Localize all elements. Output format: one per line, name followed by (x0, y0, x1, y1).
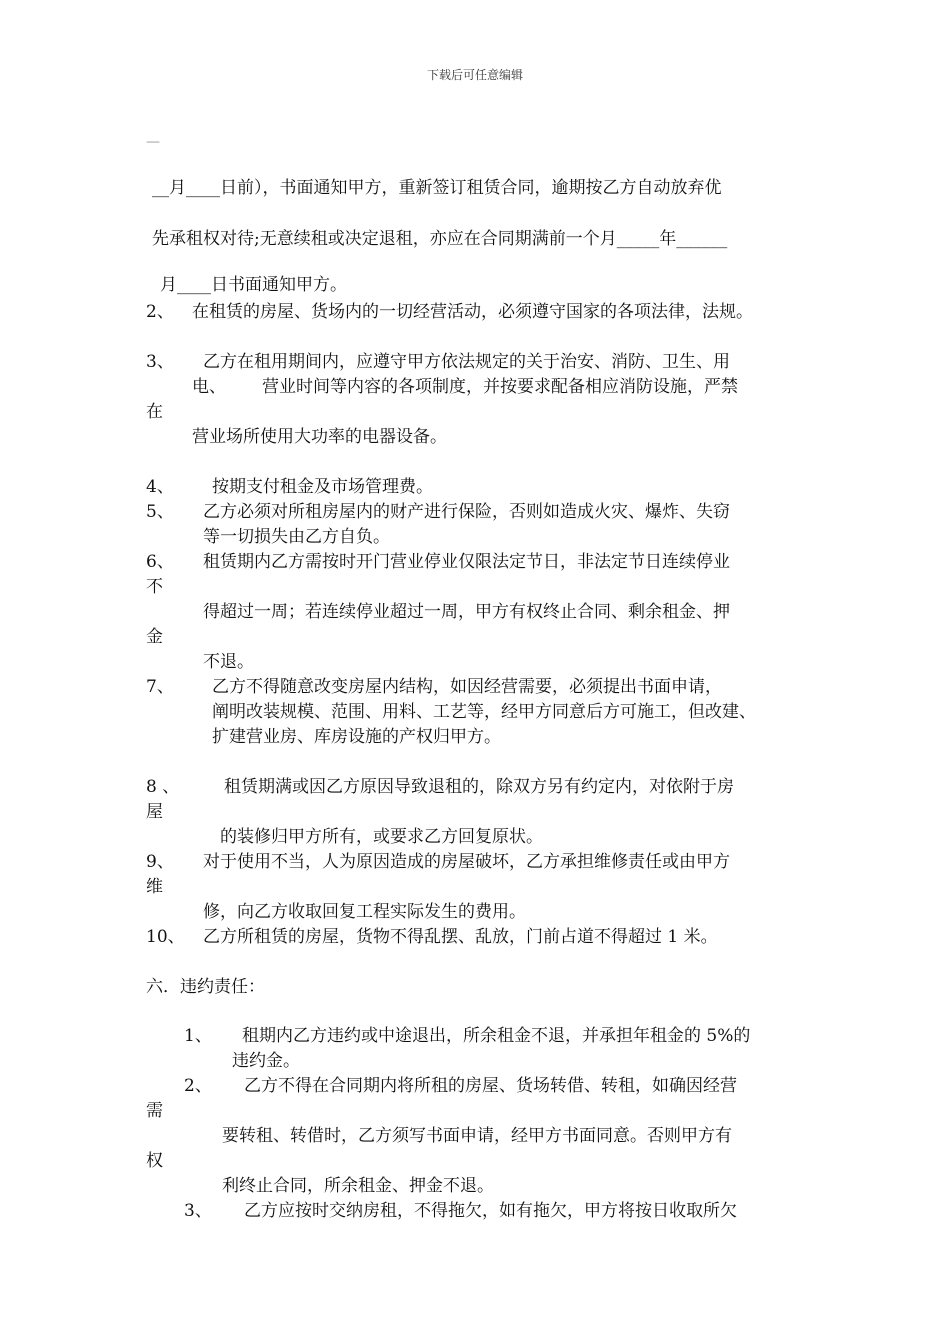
text-line: 不退。 (203, 652, 254, 672)
text-line: 违约金。 (232, 1051, 300, 1071)
text-line: 的装修归甲方所有，或要求乙方回复原状。 (220, 827, 543, 847)
item-number: 3、 (184, 1201, 212, 1221)
item-number: 8 、 (146, 777, 180, 797)
text-line: 得超过一周；若连续停业超过一周，甲方有权终止合同、剩余租金、押 (203, 602, 730, 622)
text-line: 乙方不得随意改变房屋内结构，如因经营需要，必须提出书面申请， (212, 677, 722, 697)
text-line: 电、 (192, 377, 226, 397)
item-number: 2、 (146, 302, 174, 322)
item-number: 3、 (146, 352, 174, 372)
text-line: 权 (146, 1151, 163, 1171)
text-line: 金 (146, 627, 163, 647)
text-line: 利终止合同，所余租金、押金不退。 (222, 1176, 494, 1196)
text-line: 营业场所使用大功率的电器设备。 (192, 427, 447, 447)
text-line: 需 (146, 1101, 163, 1121)
item-number: 5、 (146, 502, 174, 522)
text-line: 不 (146, 577, 163, 597)
item-number: 10、 (146, 927, 185, 947)
item-number: 4、 (146, 477, 174, 497)
text-line: 等一切损失由乙方自负。 (203, 527, 390, 547)
text-line: 乙方在租用期间内，应遵守甲方依法规定的关于治安、消防、卫生、用 (203, 352, 730, 372)
text-line: 乙方必须对所租房屋内的财产进行保险，否则如造成火灾、爆炸、失窃 (203, 502, 730, 522)
text-line: 阐明改装规模、范围、用料、工艺等，经甲方同意后方可施工，但改建、 (212, 702, 756, 722)
text-line: 要转租、转借时，乙方须写书面申请，经甲方书面同意。否则甲方有 (222, 1126, 732, 1146)
text-line: __月____日前），书面通知甲方，重新签订租赁合同，逾期按乙方自动放弃优 (152, 178, 722, 198)
text-line: 按期支付租金及市场管理费。 (212, 477, 433, 497)
text-line: 屋 (146, 802, 163, 822)
text-line: 在租赁的房屋、货场内的一切经营活动，必须遵守国家的各项法律，法规。 (192, 302, 753, 322)
text-line: 在 (146, 402, 163, 422)
text-line: 租赁期内乙方需按时开门营业停业仅限法定节日，非法定节日连续停业 (203, 552, 730, 572)
text-line: 先承租权对待;无意续租或决定退租，亦应在合同期满前一个月_____年______ (152, 229, 728, 249)
item-number: 1、 (184, 1026, 212, 1046)
section-heading: 六．违约责任： (146, 977, 265, 997)
text-line: 租期内乙方违约或中途退出，所余租金不退，并承担年租金的 5%的 (242, 1026, 751, 1046)
item-number: 9、 (146, 852, 174, 872)
text-line: 维 (146, 877, 163, 897)
item-number: 6、 (146, 552, 174, 572)
item-number: 7、 (146, 677, 174, 697)
text-line: 修，向乙方收取回复工程实际发生的费用。 (203, 902, 526, 922)
text-line: 对于使用不当，人为原因造成的房屋破坏，乙方承担维修责任或由甲方 (203, 852, 730, 872)
text-line: 营业时间等内容的各项制度，并按要求配备相应消防设施，严禁 (262, 377, 738, 397)
item-number: 2、 (184, 1076, 212, 1096)
text-line: 租赁期满或因乙方原因导致退租的，除双方另有约定内，对依附于房 (224, 777, 734, 797)
text-line: 月____日书面通知甲方。 (160, 275, 347, 295)
text-line: 乙方所租赁的房屋，货物不得乱摆、乱放，门前占道不得超过 1 米。 (203, 927, 718, 947)
separator-dash: — (146, 134, 160, 150)
text-line: 扩建营业房、库房设施的产权归甲方。 (212, 727, 501, 747)
text-line: 乙方应按时交纳房租，不得拖欠，如有拖欠，甲方将按日收取所欠 (244, 1201, 737, 1221)
page-header-note: 下载后可任意编辑 (426, 68, 523, 82)
text-line: 乙方不得在合同期内将所租的房屋、货场转借、转租，如确因经营 (244, 1076, 737, 1096)
